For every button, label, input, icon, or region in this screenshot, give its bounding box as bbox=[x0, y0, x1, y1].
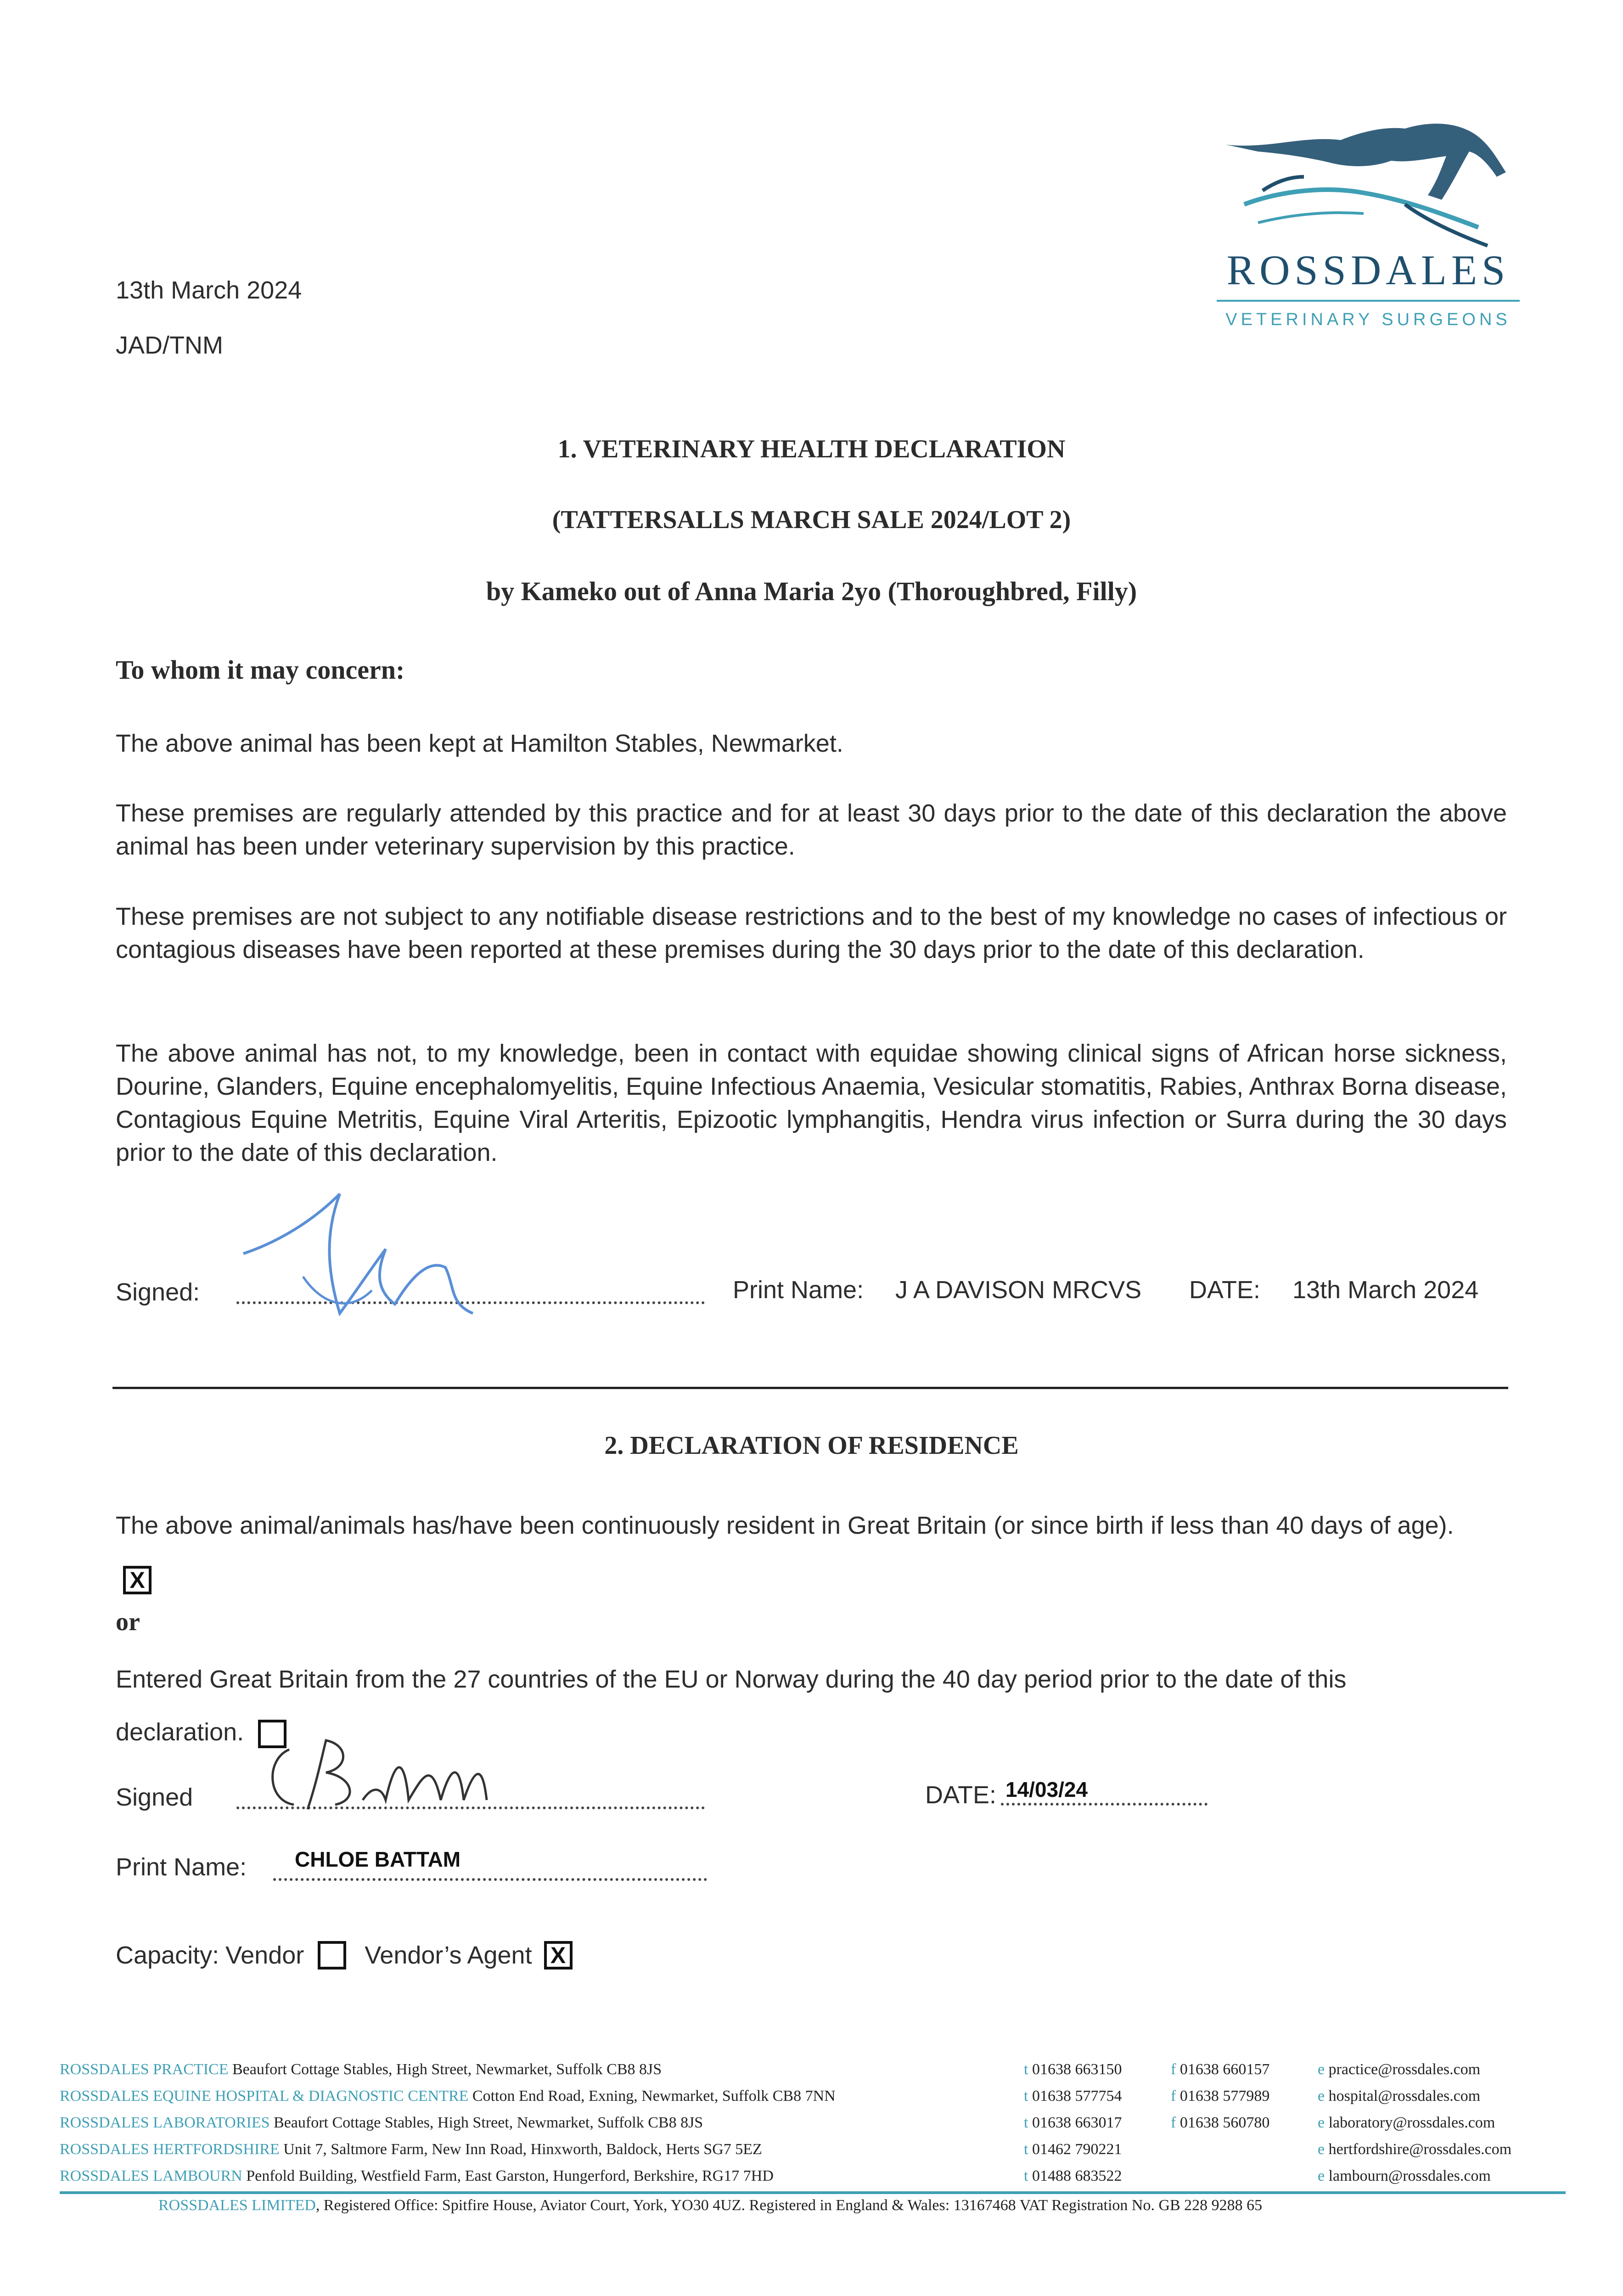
footer-address: Beaufort Cottage Stables, High Street, Newmarket, Suffolk CB8 8JS bbox=[232, 2061, 662, 2078]
footer-row: ROSSDALES EQUINE HOSPITAL & DIAGNOSTIC CENTRE Cotton End Road, Exning, Newmarket, Suffolk CB8 7NN t 01638 577754 f 01638 577989 e hospital@rossdales.com bbox=[60, 2088, 1481, 2105]
footer-row: ROSSDALES PRACTICE Beaufort Cottage Stables, High Street, Newmarket, Suffolk CB8 8JS t 01638 663150 f 01638 660157 e practice@rossdales.com bbox=[60, 2061, 1481, 2078]
company-logo bbox=[1212, 108, 1524, 347]
footer-branch-name: ROSSDALES LABORATORIES bbox=[60, 2114, 270, 2131]
footer-limited-name: ROSSDALES LIMITED bbox=[158, 2197, 316, 2214]
section-divider bbox=[112, 1387, 1508, 1389]
vendor-agent-checkbox[interactable]: X bbox=[544, 1941, 573, 1970]
residence-option1: The above animal/animals has/have been continuously resident in Great Britain (or since birth if less than 40 days of age). X bbox=[116, 1499, 1470, 1605]
footer-fax: 01638 660157 bbox=[1179, 2061, 1270, 2078]
footer-contacts bbox=[60, 2056, 1575, 2189]
footer-email[interactable]: laboratory@rossdales.com bbox=[1328, 2114, 1495, 2131]
agent-label: Vendor’s Agent bbox=[365, 1941, 532, 1969]
residence-option2: Entered Great Britain from the 27 countries of the EU or Norway during the 40 day period prior to the date of this declaration. bbox=[116, 1653, 1470, 1759]
footer-row: ROSSDALES LABORATORIES Beaufort Cottage Stables, High Street, Newmarket, Suffolk CB8 8JS t 01638 663017 f 01638 560780 e laboratory@rossdales.com bbox=[60, 2114, 1495, 2131]
logo-rule bbox=[1217, 300, 1520, 302]
section1-subtitle: (TATTERSALLS MARCH SALE 2024/LOT 2) bbox=[552, 506, 1071, 534]
footer-fax: 01638 577989 bbox=[1179, 2088, 1270, 2105]
vendor-checkbox[interactable] bbox=[318, 1941, 346, 1970]
footer-phone: 01638 663150 bbox=[1032, 2061, 1122, 2078]
residence-gb-checkbox[interactable]: X bbox=[123, 1566, 152, 1594]
horse-logo-icon bbox=[1212, 108, 1524, 255]
footer-address: Beaufort Cottage Stables, High Street, Newmarket, Suffolk CB8 8JS bbox=[274, 2114, 703, 2131]
footer-email[interactable]: hertfordshire@rossdales.com bbox=[1328, 2141, 1512, 2158]
section2-title: 2. DECLARATION OF RESIDENCE bbox=[604, 1431, 1019, 1460]
paragraph-contact: The above animal has not, to my knowledge, been in contact with equidae showing clinical signs of African horse sickness, Dourine, Glanders, Equine encephalomyelitis, Equine Infectious Anaemia, Vesicular stomatitis, Rabies, Anthrax Borna disease, Contagious Equine Metritis, Equine Viral Arteritis, Epizootic lymphangitis, Hendra virus infection or Surra during the 30 days prior to the date of this declaration. bbox=[116, 1040, 1507, 1166]
section2-print-name-label: Print Name: bbox=[116, 1853, 247, 1881]
vet-print-name: J A DAVISON MRCVS bbox=[895, 1276, 1142, 1304]
logo-subtitle: VETERINARY SURGEONS bbox=[1225, 310, 1511, 329]
footer-email[interactable]: practice@rossdales.com bbox=[1328, 2061, 1481, 2078]
section2-date-line bbox=[1001, 1803, 1207, 1806]
or-label: or bbox=[116, 1608, 140, 1636]
salutation: To whom it may concern: bbox=[116, 655, 405, 685]
section2-date-value[interactable]: 14/03/24 bbox=[1005, 1778, 1088, 1801]
footer-phone: 01638 663017 bbox=[1032, 2114, 1122, 2131]
section2-date-label: DATE: bbox=[925, 1781, 997, 1809]
footer-branch-name: ROSSDALES PRACTICE bbox=[60, 2061, 229, 2078]
paragraph-restrictions: These premises are not subject to any notifiable disease restrictions and to the best of my knowledge no cases of infectious or contagious diseases have been reported at these premises during the 30 days prior to the date of this declaration. bbox=[116, 903, 1507, 963]
footer-phone: 01488 683522 bbox=[1032, 2167, 1122, 2184]
footer-registration bbox=[158, 2192, 1262, 2219]
footer-email[interactable]: lambourn@rossdales.com bbox=[1328, 2167, 1491, 2184]
print-name-label: Print Name: bbox=[733, 1276, 864, 1304]
footer-address: Penfold Building, Westfield Farm, East Garston, Hungerford, Berkshire, RG17 7HD bbox=[246, 2167, 774, 2184]
footer-phone: 01638 577754 bbox=[1032, 2088, 1122, 2105]
capacity-label: Capacity: bbox=[116, 1941, 219, 1969]
section2-print-name-value[interactable]: CHLOE BATTAM bbox=[295, 1847, 461, 1871]
section1-date: 13th March 2024 bbox=[1292, 1276, 1479, 1304]
footer-phone: 01462 790221 bbox=[1032, 2141, 1122, 2158]
section1-date-label: DATE: bbox=[1189, 1276, 1261, 1304]
footer-branch-name: ROSSDALES LAMBOURN bbox=[60, 2167, 242, 2184]
letter-date: 13th March 2024 bbox=[116, 276, 302, 304]
footer-row: ROSSDALES LAMBOURN Penfold Building, Westfield Farm, East Garston, Hungerford, Berkshire, RG17 7HD t 01488 683522 e lambourn@rossdales.com bbox=[60, 2167, 1491, 2184]
vet-signature bbox=[234, 1176, 491, 1327]
footer-branch-name: ROSSDALES HERTFORDSHIRE bbox=[60, 2141, 280, 2158]
footer-fax: 01638 560780 bbox=[1179, 2114, 1270, 2131]
section2-print-name-line bbox=[273, 1878, 707, 1881]
footer-row: ROSSDALES HERTFORDSHIRE Unit 7, Saltmore Farm, New Inn Road, Hinxworth, Baldock, Herts SG7 5EZ t 01462 790221 e hertfordshire@rossdales.com bbox=[60, 2141, 1512, 2158]
paragraph-supervision: These premises are regularly attended by this practice and for at least 30 days prior to the date of this declaration the above animal has been under veterinary supervision by this practice. bbox=[116, 799, 1507, 860]
footer-registered-office: , Registered Office: Spitfire House, Aviator Court, York, YO30 4UZ. Registered in England & Wales: 13167468 VAT Registration No. GB 228 9288 65 bbox=[315, 2197, 1263, 2214]
logo-name: ROSSDALES bbox=[1226, 247, 1510, 293]
letter-reference: JAD/TNM bbox=[116, 332, 223, 359]
footer-address: Cotton End Road, Exning, Newmarket, Suffolk CB8 7NN bbox=[472, 2088, 836, 2105]
signed-label: Signed: bbox=[116, 1278, 200, 1306]
footer-branch-name: ROSSDALES EQUINE HOSPITAL & DIAGNOSTIC CENTRE bbox=[60, 2088, 469, 2105]
section2-signed-label: Signed bbox=[116, 1784, 193, 1811]
section1-title: 1. VETERINARY HEALTH DECLARATION bbox=[557, 435, 1066, 463]
horse-description: by Kameko out of Anna Maria 2yo (Thoroughbred, Filly) bbox=[486, 576, 1137, 606]
vendor-label: Vendor bbox=[225, 1941, 304, 1969]
paragraph-kept: The above animal has been kept at Hamilton Stables, Newmarket. bbox=[116, 730, 843, 757]
vendor-signature bbox=[257, 1731, 514, 1823]
capacity-row bbox=[116, 1939, 573, 1972]
footer-address: Unit 7, Saltmore Farm, New Inn Road, Hinxworth, Baldock, Herts SG7 5EZ bbox=[283, 2141, 762, 2158]
footer-email[interactable]: hospital@rossdales.com bbox=[1328, 2088, 1481, 2105]
